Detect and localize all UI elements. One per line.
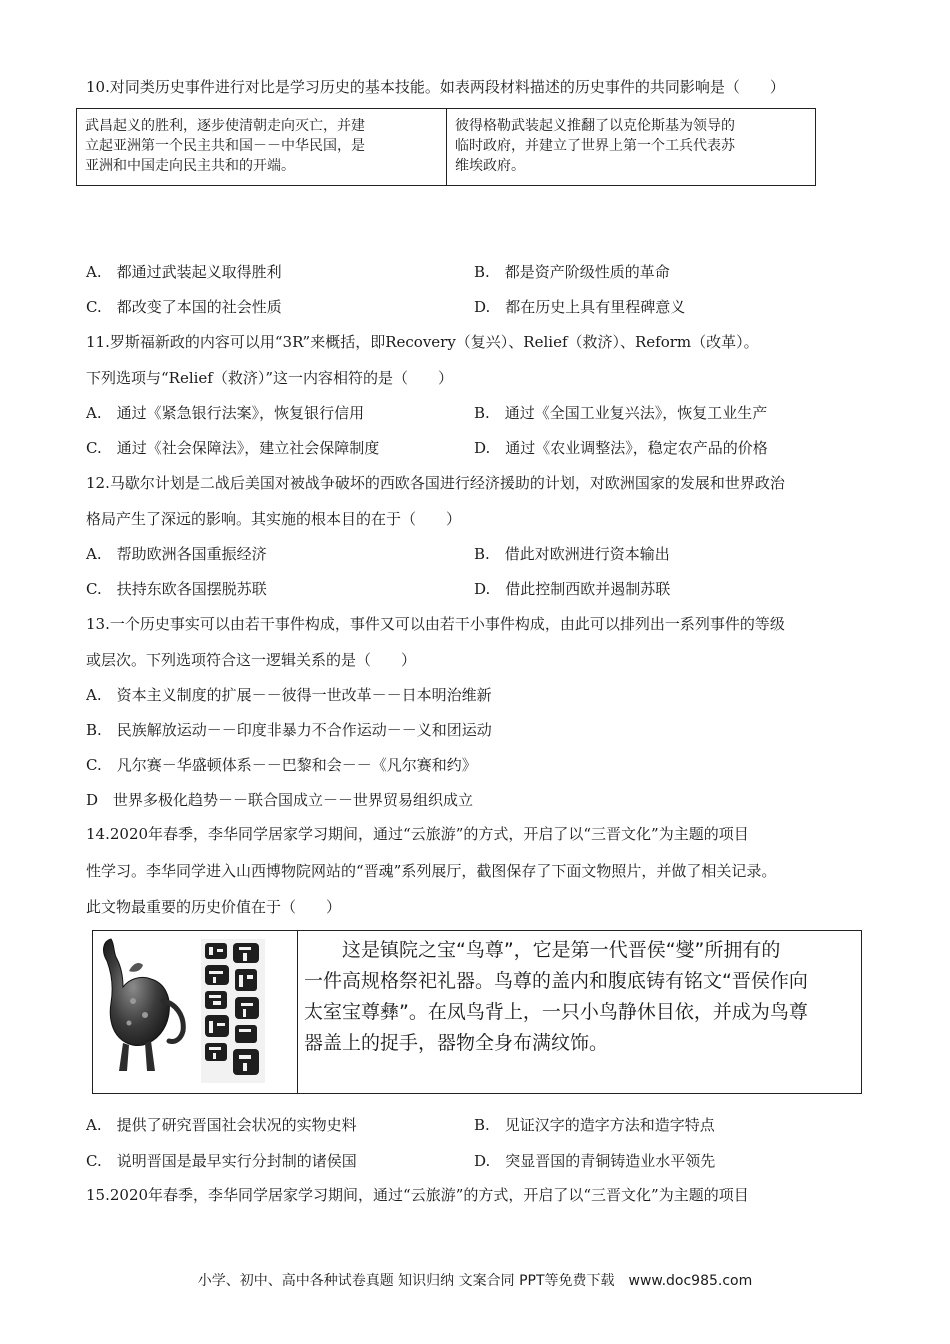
q11-stem-line1: 11.罗斯福新政的内容可以用“3R”来概括，即Recovery（复兴）、Relief（救济）、Reform（改革）。 xyxy=(86,333,759,351)
q11-option-a: A. 通过《紧急银行法案》，恢复银行信用 xyxy=(86,404,365,422)
q14-option-d: D. 突显晋国的青铜铸造业水平领先 xyxy=(474,1152,716,1170)
q11-option-d: D. 通过《农业调整法》，稳定农产品的价格 xyxy=(474,439,768,457)
q13-option-a: A. 资本主义制度的扩展－－彼得一世改革－－日本明治维新 xyxy=(86,686,492,704)
q13-option-c: C. 凡尔赛－华盛顿体系－－巴黎和会－－《凡尔赛和约》 xyxy=(86,756,477,774)
q14-stem-line1: 14.2020年春季，李华同学居家学习期间，通过“云旅游”的方式，开启了以“三晋文化”为主题的项目 xyxy=(86,825,749,843)
q10-left-line: 亚洲和中国走向民主共和的开端。 xyxy=(85,158,295,174)
q12-stem-line2: 格局产生了深远的影响。其实施的根本目的在于（ ） xyxy=(86,510,462,528)
q10-left-line: 立起亚洲第一个民主共和国－－中华民国，是 xyxy=(85,138,365,154)
q14-artifact-note xyxy=(298,931,861,1093)
q14-artifact-image-cell xyxy=(93,931,298,1093)
q13-option-d: D 世界多极化趋势－－联合国成立－－世界贸易组织成立 xyxy=(86,791,474,809)
q13-stem-line2: 或层次。下列选项符合这一逻辑关系的是（ ） xyxy=(86,651,417,669)
q10-option-c: C. 都改变了本国的社会性质 xyxy=(86,298,282,316)
q11-option-b: B. 通过《全国工业复兴法》，恢复工业生产 xyxy=(474,404,768,422)
q14-note-line: 太室宝尊彝”。在凤鸟背上，一只小鸟静休目依，并成为鸟尊 xyxy=(304,1001,808,1023)
q10-option-b: B. 都是资产阶级性质的革命 xyxy=(474,263,670,281)
q14-option-b: B. 见证汉字的造字方法和造字特点 xyxy=(474,1116,715,1134)
q10-material-left xyxy=(77,109,447,185)
q13-stem-line1: 13.一个历史事实可以由若干事件构成，事件又可以由若干小事件构成，由此可以排列出一系列事件的等级 xyxy=(86,615,785,633)
q14-note-line: 一件高规格祭祀礼器。鸟尊的盖内和腹底铸有铭文“晋侯作向 xyxy=(304,970,808,992)
q10-stem: 10.对同类历史事件进行对比是学习历史的基本技能。如表两段材料描述的历史事件的共同影响是（ ） xyxy=(86,78,785,96)
q10-material-table xyxy=(76,108,816,186)
q12-option-d: D. 借此控制西欧并遏制苏联 xyxy=(474,580,671,598)
q12-option-c: C. 扶持东欧各国摆脱苏联 xyxy=(86,580,267,598)
q10-left-line: 武昌起义的胜利，逐步使清朝走向灭亡，并建 xyxy=(85,118,365,134)
q14-stem-line2: 性学习。李华同学进入山西博物院网站的“晋魂”系列展厅，截图保存了下面文物照片，并做了相关记录。 xyxy=(86,862,777,880)
q13-option-b: B. 民族解放运动－－印度非暴力不合作运动－－义和团运动 xyxy=(86,721,492,739)
q14-stem-line3: 此文物最重要的历史价值在于（ ） xyxy=(86,898,342,916)
q12-option-b: B. 借此对欧洲进行资本输出 xyxy=(474,545,670,563)
q10-option-d: D. 都在历史上具有里程碑意义 xyxy=(474,298,686,316)
q14-artifact-table xyxy=(92,930,862,1094)
q10-right-line: 彼得格勒武装起义推翻了以克伦斯基为领导的 xyxy=(455,118,735,134)
q11-option-c: C. 通过《社会保障法》，建立社会保障制度 xyxy=(86,439,380,457)
q15-stem-line1: 15.2020年春季，李华同学居家学习期间，通过“云旅游”的方式，开启了以“三晋文化”为主题的项目 xyxy=(86,1186,749,1204)
q14-option-c: C. 说明晋国是最早实行分封制的诸侯国 xyxy=(86,1152,357,1170)
q14-option-a: A. 提供了研究晋国社会状况的实物史料 xyxy=(86,1116,357,1134)
q14-note-line: 这是镇院之宝“鸟尊”，它是第一代晋侯“燮”所拥有的 xyxy=(304,939,781,961)
q12-option-a: A. 帮助欧洲各国重振经济 xyxy=(86,545,267,563)
q10-right-line: 临时政府，并建立了世界上第一个工兵代表苏 xyxy=(455,138,735,154)
q14-note-line: 器盖上的捉手，器物全身布满纹饰。 xyxy=(304,1032,609,1054)
q10-option-a: A. 都通过武装起义取得胜利 xyxy=(86,263,282,281)
bird-vessel-photo xyxy=(93,931,293,1091)
q12-stem-line1: 12.马歇尔计划是二战后美国对被战争破坏的西欧各国进行经济援助的计划，对欧洲国家的发展和世界政治 xyxy=(86,474,785,492)
page-footer: 小学、初中、高中各种试卷真题 知识归纳 文案合同 PPT等免费下载 www.doc985.com xyxy=(197,1273,753,1289)
q11-stem-line2: 下列选项与“Relief（救济）”这一内容相符的是（ ） xyxy=(86,369,454,387)
q10-material-right xyxy=(447,109,815,185)
q10-right-line: 维埃政府。 xyxy=(455,158,525,174)
